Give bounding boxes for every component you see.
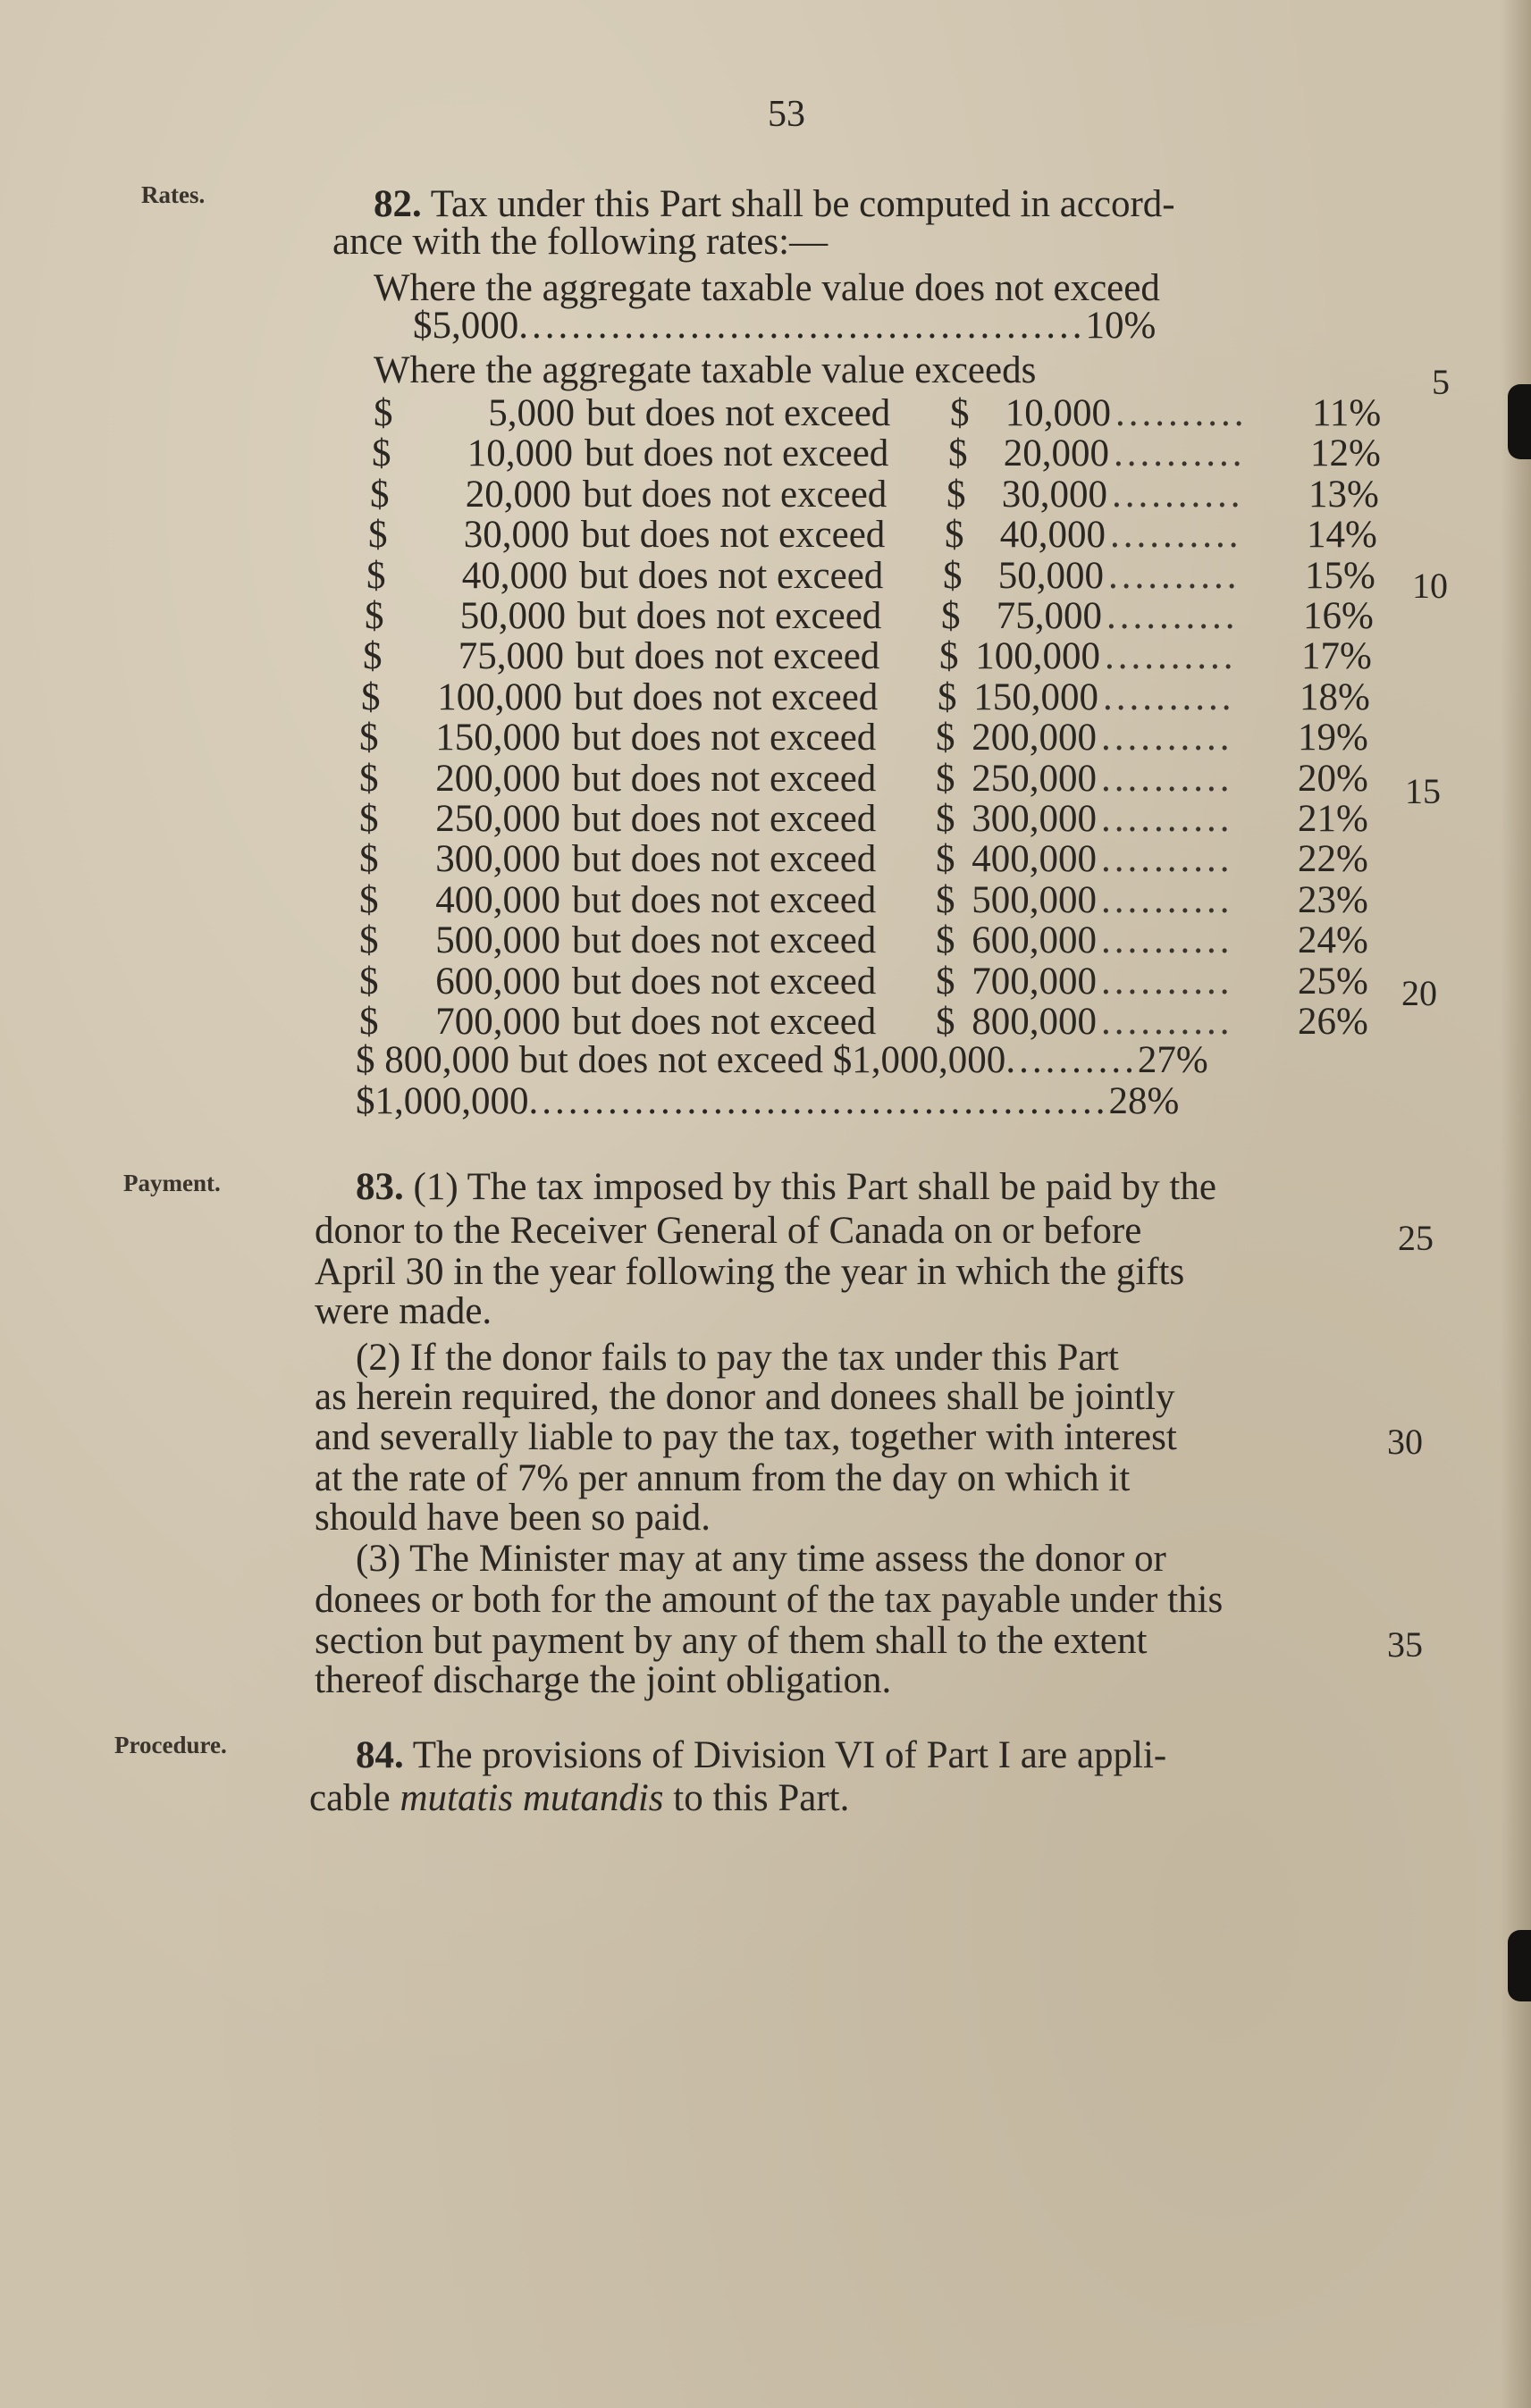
leader-dots: ............................................ [528, 1080, 1109, 1122]
rates-first-row [413, 306, 1156, 346]
to-amount: 200,000 [972, 717, 1097, 759]
section-83-line1 [356, 1167, 1216, 1207]
dollar-sign: $ [945, 514, 964, 556]
to-amount: 40,000 [999, 514, 1106, 556]
section-83-line: and severally liable to pay the tax, together with interest [315, 1416, 1177, 1458]
dollar-sign: $ [936, 879, 955, 921]
dollar-sign: $ [365, 595, 384, 637]
section-text: Tax under this Part shall be computed in accord- [430, 183, 1175, 225]
dollar-sign: $ [939, 635, 959, 677]
margin-note-rates: Rates. [141, 181, 206, 208]
line-number: 20 [1401, 973, 1437, 1013]
to-amount: 20,000 [1003, 432, 1109, 474]
to-amount: 600,000 [972, 919, 1097, 961]
from-amount: 75,000 [458, 635, 564, 677]
section-83-line: (3) The Minister may at any time assess the donor or [356, 1538, 1166, 1580]
line-number: 10 [1412, 566, 1448, 606]
section-text: cable [309, 1777, 400, 1819]
rate-phrase: but does not exceed [572, 919, 877, 961]
rate-row [363, 634, 1391, 675]
from-amount: 700,000 [435, 1001, 560, 1043]
rate-row [368, 513, 1396, 556]
rate-value: 26% [1298, 1001, 1368, 1043]
line-number: 5 [1432, 362, 1450, 402]
rate-row [359, 757, 1387, 800]
from-amount: 5,000 [488, 392, 575, 434]
dollar-sign: $ [938, 676, 957, 718]
leader-dots: .......... [1101, 961, 1233, 1003]
rate-value: 16% [1303, 595, 1374, 637]
section-83-line: should have been so paid. [315, 1497, 711, 1539]
margin-note-payment: Payment. [123, 1170, 221, 1196]
dollar-sign: $ [359, 838, 379, 880]
section-83-line: at the rate of 7% per annum from the day on which it [315, 1457, 1131, 1499]
from-amount: 250,000 [435, 798, 560, 840]
dollar-sign: $ [936, 798, 955, 840]
section-82-line1 [374, 184, 1175, 224]
rate-phrase: but does not exceed [581, 514, 886, 556]
dollar-sign: $ [359, 919, 379, 961]
rate-row [365, 594, 1392, 637]
rate-row [359, 837, 1387, 880]
rate-phrase: but does not exceed [574, 676, 879, 718]
rate-phrase: but does not exceed [572, 961, 877, 1003]
margin-note-procedure: Procedure. [114, 1732, 227, 1758]
rate-row [359, 878, 1387, 919]
leader-dots: ........................................... [518, 305, 1086, 347]
from-amount: 500,000 [435, 919, 560, 961]
dollar-sign: $ [363, 635, 383, 677]
section-text: to this Part. [663, 1777, 850, 1819]
rate-value: 22% [1298, 838, 1368, 880]
dollar-sign: $ [359, 758, 379, 800]
leader-dots: .......... [1106, 595, 1239, 637]
first-amount: $5,000 [413, 305, 519, 347]
section-text: (1) The tax imposed by this Part shall be paid by the [413, 1166, 1216, 1208]
section-number: 84. [356, 1734, 404, 1776]
section-83-line: donor to the Receiver General of Canada on or before [315, 1210, 1142, 1252]
rate-value: 24% [1298, 919, 1368, 961]
dollar-sign: $ [936, 838, 955, 880]
dollar-sign: $ [936, 919, 955, 961]
from-amount: 300,000 [435, 838, 560, 880]
rate-row [361, 675, 1389, 716]
rate-value: 23% [1298, 879, 1368, 921]
rate-row [359, 716, 1387, 759]
dollar-sign: $ [941, 595, 961, 637]
section-number: 82. [374, 183, 422, 225]
section-84-line1 [356, 1735, 1166, 1775]
rate-phrase: but does not exceed [583, 474, 887, 516]
dollar-sign: $ [359, 717, 379, 759]
dollar-sign: $ [948, 432, 968, 474]
dollar-sign: $ [946, 474, 966, 516]
section-83-line: donees or both for the amount of the tax payable under this [315, 1579, 1224, 1621]
page-number: 53 [768, 94, 805, 135]
rate-row [372, 432, 1400, 472]
section-83-line: section but payment by any of them shall to the extent [315, 1620, 1148, 1662]
to-amount: 10,000 [1005, 392, 1111, 434]
rate-row [359, 1000, 1387, 1043]
rate-value: 27% [1137, 1039, 1208, 1081]
from-amount: 150,000 [435, 717, 560, 759]
rate-phrase: but does not exceed [572, 1001, 877, 1043]
rate-row-text: $ 800,000 but does not exceed $1,000,000 [356, 1039, 1006, 1081]
rate-row [370, 473, 1398, 516]
section-83-line: as herein required, the donor and donees shall be jointly [315, 1376, 1175, 1418]
section-text: The provisions of Division VI of Part I are appli- [412, 1734, 1167, 1776]
rate-row [366, 554, 1394, 597]
rate-value: 20% [1298, 758, 1368, 800]
leader-dots: .......... [1101, 838, 1233, 880]
rate-value: 12% [1310, 432, 1381, 474]
rate-value: 14% [1307, 514, 1377, 556]
dollar-sign: $ [359, 879, 379, 921]
leader-dots: .......... [1005, 1039, 1138, 1081]
section-83-line: (2) If the donor fails to pay the tax under this Part [356, 1337, 1119, 1379]
to-amount: 30,000 [1001, 474, 1107, 516]
rate-phrase: but does not exceed [572, 879, 877, 921]
rate-value: 15% [1305, 555, 1375, 597]
dollar-sign: $ [366, 555, 386, 597]
leader-dots: .......... [1101, 1001, 1233, 1043]
last-rate: 28% [1108, 1080, 1180, 1122]
leader-dots: .......... [1105, 635, 1237, 677]
leader-dots: .......... [1114, 432, 1246, 474]
dollar-sign: $ [372, 432, 391, 474]
last-amount: $1,000,000 [356, 1080, 529, 1122]
section-84-line2 [309, 1778, 849, 1818]
from-amount: 20,000 [465, 474, 571, 516]
section-83-line: thereof discharge the joint obligation. [315, 1659, 892, 1701]
page-edge-shadow [1501, 0, 1531, 2408]
from-amount: 200,000 [435, 758, 560, 800]
dollar-sign: $ [359, 798, 379, 840]
to-amount: 75,000 [996, 595, 1102, 637]
rates-exceeds-line: Where the aggregate taxable value exceeds [374, 349, 1037, 391]
line-number: 30 [1387, 1422, 1423, 1462]
dollar-sign: $ [370, 474, 390, 516]
leader-dots: .......... [1101, 798, 1233, 840]
to-amount: 500,000 [972, 879, 1097, 921]
from-amount: 400,000 [435, 879, 560, 921]
rate-row [359, 797, 1387, 840]
rate-phrase: but does not exceed [576, 635, 880, 677]
binding-hole [1508, 384, 1531, 459]
dollar-sign: $ [936, 1001, 955, 1043]
binding-hole [1508, 1930, 1531, 2001]
dollar-sign: $ [359, 1001, 379, 1043]
dollar-sign: $ [361, 676, 381, 718]
to-amount: 100,000 [975, 635, 1100, 677]
dollar-sign: $ [936, 758, 955, 800]
leader-dots: .......... [1101, 758, 1233, 800]
from-amount: 40,000 [461, 555, 568, 597]
rate-phrase: but does not exceed [572, 838, 877, 880]
to-amount: 800,000 [972, 1001, 1097, 1043]
from-amount: 600,000 [435, 961, 560, 1003]
leader-dots: .......... [1101, 879, 1233, 921]
leader-dots: .......... [1103, 676, 1235, 718]
to-amount: 700,000 [972, 961, 1097, 1003]
leader-dots: .......... [1115, 392, 1248, 434]
rate-value: 11% [1312, 392, 1382, 434]
leader-dots: .......... [1101, 717, 1233, 759]
rate-phrase: but does not exceed [572, 717, 877, 759]
rate-phrase: but does not exceed [586, 392, 891, 434]
rate-phrase: but does not exceed [577, 595, 882, 637]
rate-row-800k [356, 1040, 1208, 1080]
line-number: 35 [1387, 1624, 1423, 1665]
rate-phrase: but does not exceed [585, 432, 889, 474]
to-amount: 400,000 [972, 838, 1097, 880]
to-amount: 50,000 [997, 555, 1104, 597]
section-83-line: were made. [315, 1290, 492, 1332]
dollar-sign: $ [943, 555, 963, 597]
rate-row [359, 960, 1387, 1003]
from-amount: 30,000 [463, 514, 569, 556]
dollar-sign: $ [950, 392, 970, 434]
rate-row [359, 919, 1387, 959]
to-amount: 300,000 [972, 798, 1097, 840]
dollar-sign: $ [936, 717, 955, 759]
to-amount: 250,000 [972, 758, 1097, 800]
rate-value: 13% [1308, 474, 1379, 516]
italic-phrase: mutatis mutandis [400, 1777, 664, 1819]
leader-dots: .......... [1112, 474, 1244, 516]
rate-value: 17% [1301, 635, 1372, 677]
dollar-sign: $ [368, 514, 388, 556]
leader-dots: .......... [1101, 919, 1233, 961]
leader-dots: .......... [1108, 555, 1241, 597]
section-number: 83. [356, 1166, 404, 1208]
rate-value: 25% [1298, 961, 1368, 1003]
dollar-sign: $ [936, 961, 955, 1003]
rate-value: 21% [1298, 798, 1368, 840]
line-number: 25 [1398, 1218, 1434, 1258]
rate-row [374, 391, 1401, 432]
first-rate: 10% [1085, 305, 1157, 347]
to-amount: 150,000 [973, 676, 1098, 718]
section-83-line: April 30 in the year following the year in which the gifts [315, 1251, 1185, 1293]
rate-value: 18% [1300, 676, 1370, 718]
from-amount: 100,000 [437, 676, 562, 718]
leader-dots: .......... [1110, 514, 1242, 556]
dollar-sign: $ [374, 392, 393, 434]
rate-phrase: but does not exceed [579, 555, 884, 597]
rate-phrase: but does not exceed [572, 758, 877, 800]
dollar-sign: $ [359, 961, 379, 1003]
rate-value: 19% [1298, 717, 1368, 759]
rate-phrase: but does not exceed [572, 798, 877, 840]
rate-row-last [356, 1081, 1179, 1121]
from-amount: 50,000 [459, 595, 566, 637]
section-82-line2: ance with the following rates:— [332, 221, 829, 263]
rates-intro-line: Where the aggregate taxable value does not exceed [374, 267, 1160, 309]
from-amount: 10,000 [467, 432, 573, 474]
line-number: 15 [1405, 771, 1441, 811]
